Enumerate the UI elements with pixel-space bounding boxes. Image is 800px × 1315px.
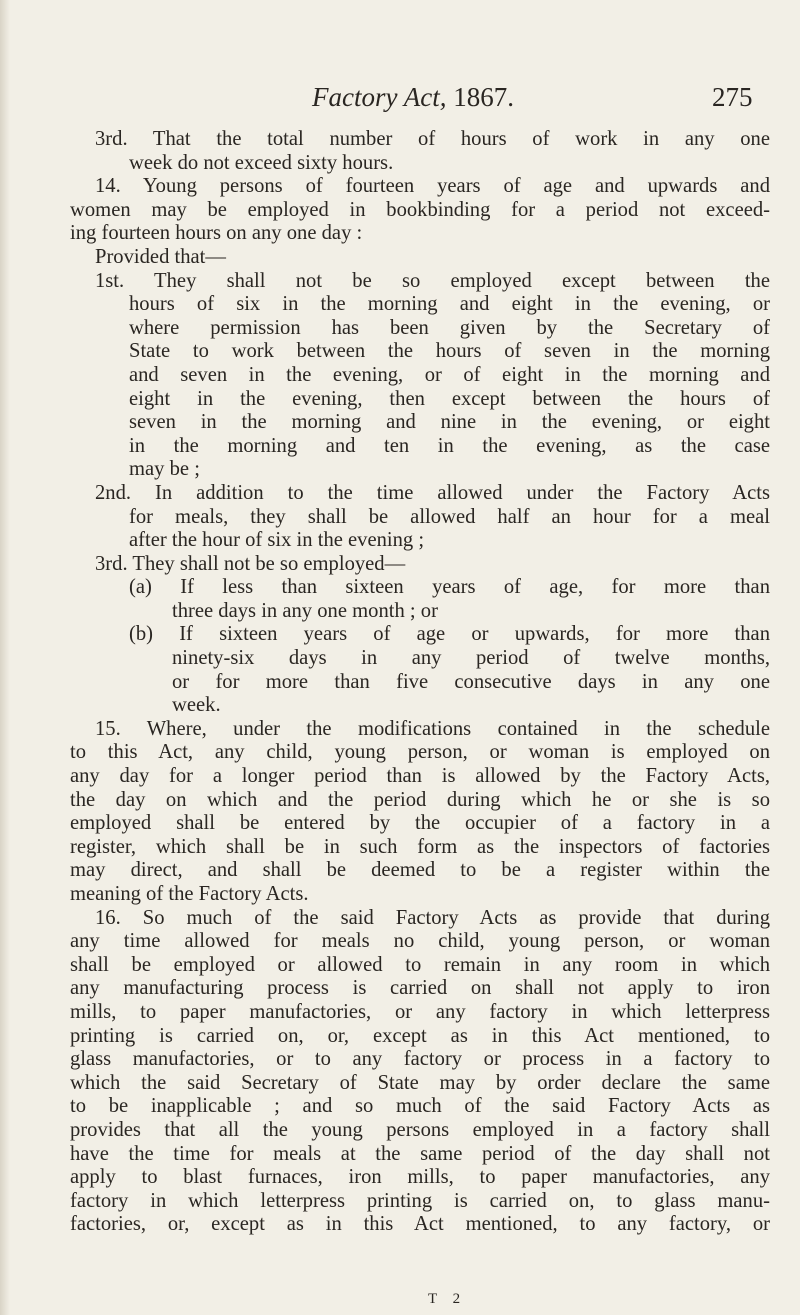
text-line: any time allowed for meals no child, young person, or woman (70, 930, 770, 953)
text-line: eight in the evening, then except between the hours of (129, 387, 770, 410)
text-line: for meals, they shall be allowed half an hour for a meal (129, 505, 770, 528)
text-line: where permission has been given by the Secretary of (129, 316, 770, 339)
text-line: 1st. They shall not be so employed except between the (95, 269, 770, 292)
text-line: three days in any one month ; or (172, 599, 438, 622)
text-line: to this Act, any child, young person, or woman is employed on (70, 741, 770, 764)
text-line: ninety-six days in any period of twelve months, (172, 647, 770, 670)
text-line: factory in which letterpress printing is carried on, to glass manu- (70, 1189, 770, 1212)
text-line: or for more than five consecutive days in any one (172, 670, 770, 693)
text-line: week do not exceed sixty hours. (129, 151, 394, 174)
text-line: which the said Secretary of State may by order declare the same (70, 1071, 770, 1094)
text-line: the day on which and the period during which he or she is so (70, 788, 770, 811)
text-line: week. (172, 694, 221, 717)
running-title: Factory Act, 1867. (312, 82, 514, 112)
text-line: ing fourteen hours on any one day : (70, 222, 363, 245)
text-line: hours of six in the morning and eight in the evening, or (129, 293, 770, 316)
text-line: have the time for meals at the same period of the day shall not (70, 1142, 770, 1165)
text-line: glass manufactories, or to any factory or process in a factory to (70, 1048, 770, 1071)
text-line: women may be employed in bookbinding for a period not exceed- (70, 198, 770, 221)
text-line: in the morning and ten in the evening, as the case (129, 434, 770, 457)
text-line: any day for a longer period than is allowed by the Factory Acts, (70, 765, 770, 788)
text-line: (a) If less than sixteen years of age, for more than (129, 576, 770, 599)
text-line: provides that all the young persons employed in a factory shall (70, 1118, 770, 1141)
page-edge-shadow (0, 0, 10, 1315)
text-line: printing is carried on, or, except as in this Act mentioned, to (70, 1024, 770, 1047)
page-body-text (70, 128, 770, 1237)
text-line: 3rd. That the total number of hours of work in any one (95, 128, 770, 150)
text-line: 14. Young persons of fourteen years of age and upwards and (95, 175, 770, 198)
text-line: to be inapplicable ; and so much of the said Factory Acts as (70, 1095, 770, 1118)
text-line: meaning of the Factory Acts. (70, 883, 309, 905)
page-number: 275 (712, 82, 753, 112)
text-line: after the hour of six in the evening ; (129, 529, 425, 552)
text-line: 15. Where, under the modifications contained in the schedule (95, 717, 770, 740)
running-title-year: 1867. (453, 82, 514, 112)
signature-mark: T 2 (428, 1291, 467, 1307)
text-line: factories, or, except as in this Act mentioned, to any factory, or (70, 1213, 770, 1236)
text-line: (b) If sixteen years of age or upwards, for more than (129, 623, 770, 646)
text-line: seven in the morning and nine in the evening, or eight (129, 411, 770, 434)
text-line: may be ; (129, 458, 200, 481)
text-line: shall be employed or allowed to remain in any room in which (70, 953, 770, 976)
text-line: any manufacturing process is carried on shall not apply to iron (70, 977, 770, 1000)
text-line: 16. So much of the said Factory Acts as provide that during (95, 906, 770, 929)
text-line: 3rd. They shall not be so employed— (95, 552, 406, 575)
text-line: register, which shall be in such form as the inspectors of factories (70, 835, 770, 858)
text-line: employed shall be entered by the occupier of a factory in a (70, 812, 770, 835)
text-line: State to work between the hours of seven in the morning (129, 340, 770, 363)
text-line: Provided that— (95, 245, 226, 268)
text-line: and seven in the evening, or of eight in the morning and (129, 363, 770, 386)
text-line: apply to blast furnaces, iron mills, to paper manufactories, any (70, 1166, 770, 1189)
text-line: may direct, and shall be deemed to be a register within the (70, 859, 770, 882)
text-line: 2nd. In addition to the time allowed under the Factory Acts (95, 481, 770, 504)
text-line: mills, to paper manufactories, or any factory in which letterpress (70, 1000, 770, 1023)
running-header (0, 82, 800, 114)
